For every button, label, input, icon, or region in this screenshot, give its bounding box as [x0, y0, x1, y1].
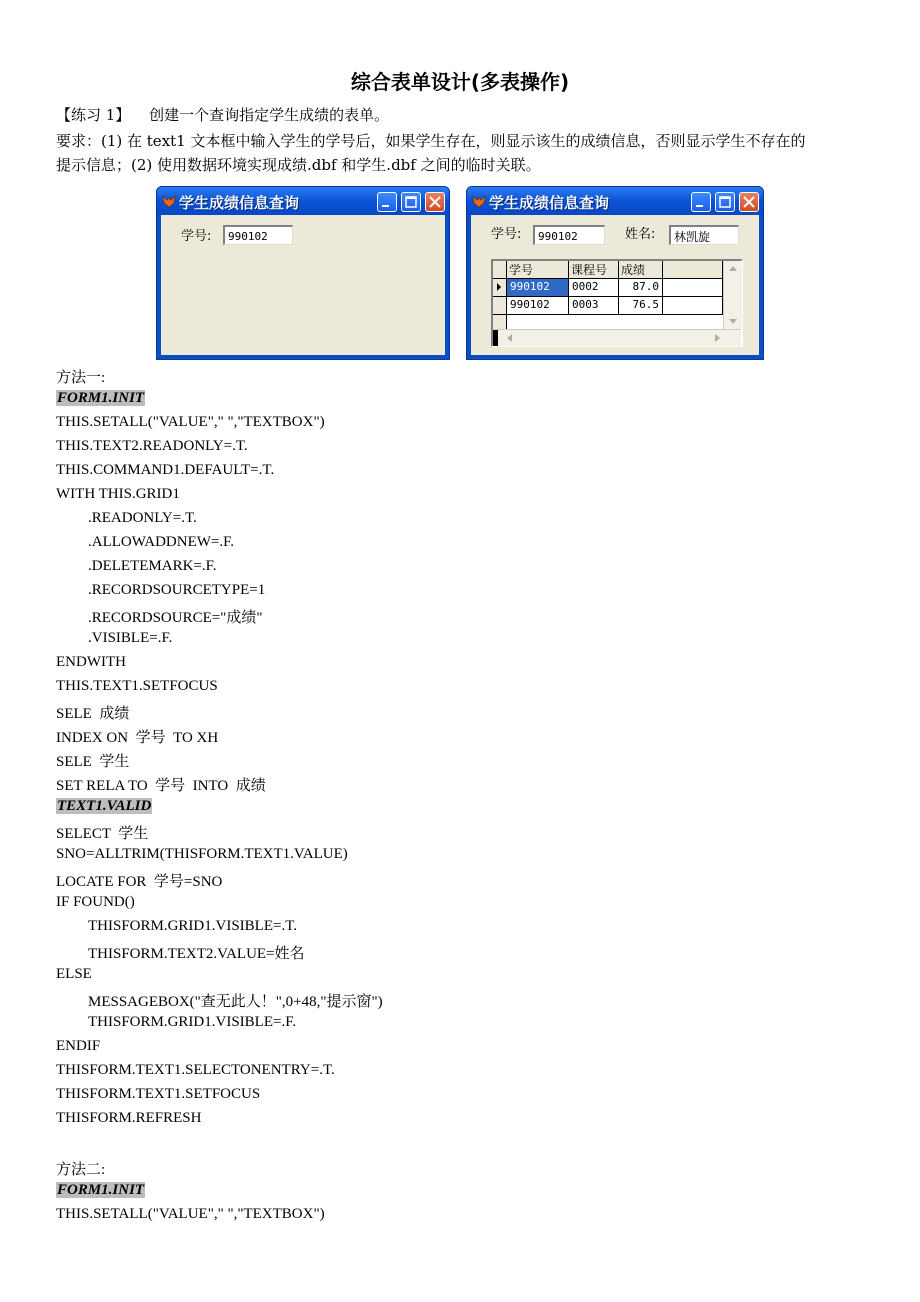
close-button[interactable]	[425, 192, 445, 212]
code-line: SELECT 学生	[56, 826, 149, 842]
record-pointer[interactable]	[493, 279, 507, 297]
maximize-icon	[716, 193, 734, 211]
grid-header-course[interactable]: 课程号	[569, 261, 619, 279]
form-client-area	[161, 215, 445, 355]
grid-cell[interactable]: 0002	[569, 279, 619, 297]
code-line: THIS.COMMAND1.DEFAULT=.T.	[56, 462, 275, 478]
sno-input[interactable]: 990102	[533, 225, 605, 245]
sno-label: 学号:	[491, 227, 522, 242]
code-line: ENDIF	[56, 1038, 101, 1054]
minimize-icon	[378, 193, 396, 211]
grid-cell-empty	[663, 279, 723, 297]
grid-header-sno[interactable]: 学号	[507, 261, 569, 279]
code-line: SNO=ALLTRIM(THISFORM.TEXT1.VALUE)	[56, 846, 348, 862]
grid-cell[interactable]: 990102	[507, 279, 569, 297]
grid-cell-empty	[663, 297, 723, 315]
code-line: MESSAGEBOX("查无此人！",0+48,"提示窗")	[88, 994, 383, 1010]
maximize-button[interactable]	[401, 192, 421, 212]
code-line: THISFORM.TEXT1.SETFOCUS	[56, 1086, 261, 1102]
code-line: .RECORDSOURCETYPE=1	[88, 582, 266, 598]
code-line: THISFORM.GRID1.VISIBLE=.F.	[88, 1014, 297, 1030]
code-line: THIS.TEXT1.SETFOCUS	[56, 678, 218, 694]
maximize-icon	[402, 193, 420, 211]
code-line: IF FOUND()	[56, 894, 135, 910]
close-button[interactable]	[739, 192, 759, 212]
close-icon	[740, 193, 758, 211]
name-label: 姓名:	[625, 227, 656, 242]
grid-cell[interactable]: 87.0	[619, 279, 663, 297]
code-line: .DELETEMARK=.F.	[88, 558, 217, 574]
code-line: THISFORM.REFRESH	[56, 1110, 202, 1126]
title-bar	[467, 187, 763, 215]
code-line: INDEX ON 学号 TO XH	[56, 730, 219, 746]
close-icon	[426, 193, 444, 211]
procedure-label-form-init-2: FORM1.INIT	[57, 1182, 145, 1198]
foxpro-icon	[472, 194, 486, 208]
code-line: SET RELA TO 学号 INTO 成绩	[56, 778, 266, 794]
form-window-empty	[156, 186, 450, 360]
form-client-area	[471, 215, 759, 355]
code-line: .RECORDSOURCE="成绩"	[88, 610, 263, 626]
procedure-label-form-init: FORM1.INIT	[57, 390, 145, 406]
code-line: .ALLOWADDNEW=.F.	[88, 534, 234, 550]
grid-empty-area	[507, 315, 723, 329]
grid-cell[interactable]: 0003	[569, 297, 619, 315]
code-line: THISFORM.TEXT1.SELECTONENTRY=.T.	[56, 1062, 335, 1078]
code-line: THISFORM.GRID1.VISIBLE=.T.	[88, 918, 298, 934]
score-grid[interactable]	[491, 259, 743, 347]
requirement-line-2: 提示信息；(2) 使用数据环境实现成绩.dbf 和学生.dbf 之间的临时关联。	[56, 156, 541, 174]
foxpro-icon	[162, 194, 176, 208]
code-line: WITH THIS.GRID1	[56, 486, 180, 502]
grid-cell[interactable]: 76.5	[619, 297, 663, 315]
procedure-label-text1-valid: TEXT1.VALID	[57, 798, 152, 814]
grid-cell[interactable]: 990102	[507, 297, 569, 315]
minimize-button[interactable]	[377, 192, 397, 212]
exercise-tag: 【练习 1】	[56, 106, 131, 124]
code-line: THIS.SETALL("VALUE"," ","TEXTBOX")	[56, 1206, 325, 1222]
code-line: SELE 学生	[56, 754, 130, 770]
sno-label: 学号:	[181, 229, 212, 244]
maximize-button[interactable]	[715, 192, 735, 212]
window-title: 学生成绩信息查询	[489, 194, 610, 212]
code-line: SELE 成绩	[56, 706, 130, 722]
exercise-line	[56, 103, 389, 127]
code-line: THIS.TEXT2.READONLY=.T.	[56, 438, 248, 454]
name-input[interactable]: 林凯旋	[669, 225, 739, 245]
grid-corner	[493, 261, 507, 279]
sno-input[interactable]: 990102	[223, 225, 293, 245]
code-line: THISFORM.TEXT2.VALUE=姓名	[88, 946, 305, 962]
row-pointer-icon	[495, 279, 505, 293]
code-line: ELSE	[56, 966, 92, 982]
code-line: ENDWITH	[56, 654, 126, 670]
code-line: THIS.SETALL("VALUE"," ","TEXTBOX")	[56, 414, 325, 430]
form-window-result	[466, 186, 764, 360]
window-title: 学生成绩信息查询	[179, 194, 300, 212]
scroll-arrows-icon	[724, 261, 742, 329]
grid-horizontal-scrollbar[interactable]	[493, 329, 741, 346]
exercise-desc: 创建一个查询指定学生成绩的表单。	[149, 106, 390, 124]
page-title: 综合表单设计(多表操作)	[350, 70, 570, 94]
grid-header-empty	[663, 261, 723, 279]
method2-heading: 方法二:	[56, 1162, 106, 1178]
grid-header-score[interactable]: 成绩	[619, 261, 663, 279]
requirement-line-1: 要求：(1) 在 text1 文本框中输入学生的学号后，如果学生存在，则显示该生的成绩信息，否则显示学生不存在的	[56, 132, 806, 150]
scroll-arrows-h-icon	[493, 330, 741, 346]
title-bar	[157, 187, 449, 215]
grid-vertical-scrollbar[interactable]	[723, 261, 742, 329]
minimize-button[interactable]	[691, 192, 711, 212]
code-line: .READONLY=.T.	[88, 510, 197, 526]
record-selector	[493, 315, 507, 329]
record-selector[interactable]	[493, 297, 507, 315]
code-line: .VISIBLE=.F.	[88, 630, 173, 646]
minimize-icon	[692, 193, 710, 211]
method1-heading: 方法一:	[56, 370, 106, 386]
code-line: LOCATE FOR 学号=SNO	[56, 874, 223, 890]
